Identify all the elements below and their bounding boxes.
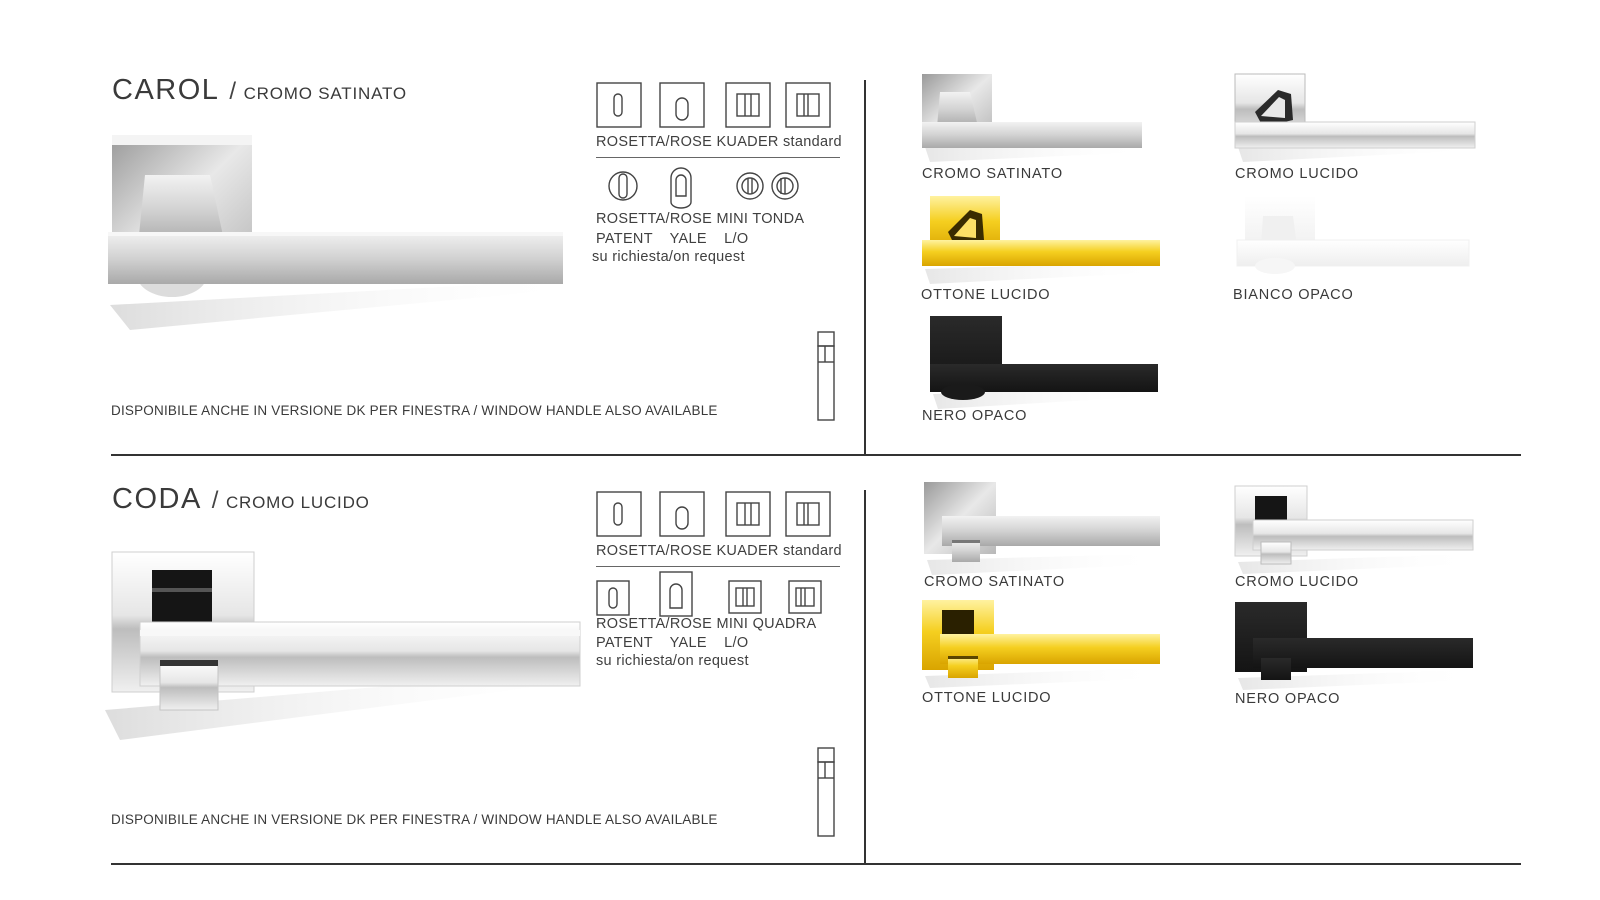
lo-rose-icon [726,83,770,127]
lo-round-icon [737,173,763,199]
finish-label: OTTONE LUCIDO [921,287,1051,303]
section-title-carol [112,74,407,107]
section-vertical-divider [864,80,866,454]
finish-thumb-ottone-lucido [920,194,1170,284]
section-divider [111,863,1521,865]
yale-round-icon [671,168,691,208]
yale-rose-icon [660,83,704,127]
section-divider [111,454,1521,456]
finish-label: CROMO LUCIDO [1235,574,1359,590]
title-slash: / [229,78,238,105]
rose-types-label: PATENT YALE L/O [596,635,749,651]
finish-thumb-bianco-opaco [1235,194,1485,284]
finish-thumb-cromo-lucido [1233,484,1483,574]
finish-label: CROMO SATINATO [924,574,1065,590]
rose-divider [596,157,840,158]
section-title-coda [112,483,370,516]
yale-square-icon [660,572,692,616]
finish-thumb-cromo-satinato [920,72,1160,162]
rose-types-label: PATENT YALE L/O [596,231,749,247]
window-handle-icon [815,330,839,422]
finish-thumb-cromo-lucido [1233,72,1483,162]
rose-mini-label: ROSETTA/ROSE MINI TONDA [596,211,805,227]
patent-round-icon [609,172,637,200]
finish-thumb-ottone-lucido [920,598,1170,688]
finish-label: NERO OPACO [1235,691,1341,707]
patent-rose-icon [597,83,641,127]
lo-rose-icon [726,492,770,536]
finish-label: CROMO LUCIDO [1235,166,1359,182]
model-finish: CROMO LUCIDO [225,493,370,512]
availability-note: DISPONIBILE ANCHE IN VERSIONE DK PER FINESTRA / WINDOW HANDLE ALSO AVAILABLE [111,403,718,418]
yale-rose-icon [660,492,704,536]
model-name: CAROL [112,74,220,106]
rose-kuader-label: ROSETTA/ROSE KUADER standard [596,134,842,150]
availability-note: DISPONIBILE ANCHE IN VERSIONE DK PER FINESTRA / WINDOW HANDLE ALSO AVAILABLE [111,812,718,827]
finish-label: OTTONE LUCIDO [922,690,1052,706]
on-request-label: su richiesta/on request [596,653,749,669]
finish-label: NERO OPACO [922,408,1028,424]
lo-rose-alt-icon [786,492,830,536]
rose-mini-label: ROSETTA/ROSE MINI QUADRA [596,616,817,632]
finish-thumb-cromo-satinato [922,480,1172,575]
rose-icons-kuader [596,491,836,539]
section-vertical-divider [864,490,866,863]
finish-label: CROMO SATINATO [922,166,1063,182]
lo-rose-alt-icon [786,83,830,127]
finish-thumb-nero-opaco [1233,600,1483,690]
patent-rose-icon [597,492,641,536]
on-request-label: su richiesta/on request [592,249,745,265]
lo-square-icon [729,581,761,613]
model-finish: CROMO SATINATO [243,84,407,103]
window-handle-icon [815,746,839,838]
model-name: CODA [112,483,202,515]
rose-kuader-label: ROSETTA/ROSE KUADER standard [596,543,842,559]
lo-square-alt-icon [789,581,821,613]
carol-handle-image [100,130,590,330]
title-slash: / [211,487,220,514]
rose-icons-mini-quadra [596,580,836,620]
coda-handle-image [100,550,600,740]
lo-round-alt-icon [772,173,798,199]
finish-label: BIANCO OPACO [1233,287,1354,303]
rose-divider [596,566,840,567]
finish-thumb-nero-opaco [928,314,1168,409]
rose-icons-kuader [596,82,836,130]
rose-icons-mini-tonda [608,166,828,210]
patent-square-icon [597,581,629,615]
